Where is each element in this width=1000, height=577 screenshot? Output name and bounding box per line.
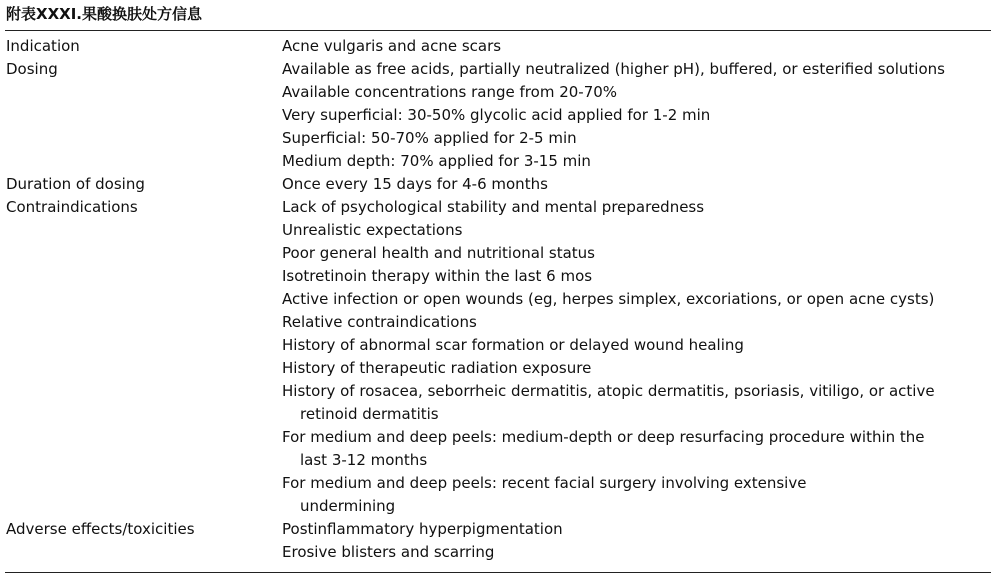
prescribing-info-table bbox=[6, 35, 992, 564]
row-value bbox=[282, 58, 992, 173]
row-label: Duration of dosing bbox=[6, 175, 145, 193]
value-line: Lack of psychological stability and mental preparedness bbox=[282, 198, 705, 216]
table-row-adverse-effects bbox=[6, 518, 992, 564]
table-title: 附表XXXI.果酸换肤处方信息 bbox=[6, 5, 202, 23]
value-line: For medium and deep peels: recent facial surgery involving extensive bbox=[282, 474, 807, 492]
value-line: Postinflammatory hyperpigmentation bbox=[282, 520, 563, 538]
value-line: Very superficial: 30-50% glycolic acid applied for 1-2 min bbox=[282, 106, 711, 124]
value-line: Once every 15 days for 4-6 months bbox=[282, 175, 548, 193]
value-line: History of therapeutic radiation exposure bbox=[282, 359, 592, 377]
row-value bbox=[282, 35, 992, 58]
value-line: History of abnormal scar formation or delayed wound healing bbox=[282, 336, 744, 354]
table-row-duration bbox=[6, 173, 992, 196]
value-line: Active infection or open wounds (eg, herpes simplex, excoriations, or open acne cysts) bbox=[282, 290, 935, 308]
value-line: Acne vulgaris and acne scars bbox=[282, 37, 502, 55]
value-line: For medium and deep peels: medium-depth or deep resurfacing procedure within the bbox=[282, 428, 925, 446]
value-line: Available concentrations range from 20-70% bbox=[282, 83, 618, 101]
value-line: Erosive blisters and scarring bbox=[282, 543, 495, 561]
row-value bbox=[282, 518, 992, 564]
value-line: Medium depth: 70% applied for 3-15 min bbox=[282, 152, 591, 170]
top-rule bbox=[5, 30, 991, 31]
row-label: Adverse effects/toxicities bbox=[6, 520, 195, 538]
table-row-indication bbox=[6, 35, 992, 58]
row-value bbox=[282, 173, 992, 196]
table-row-contraindications bbox=[6, 196, 992, 518]
value-line-continuation: undermining bbox=[300, 497, 396, 515]
value-line: History of rosacea, seborrheic dermatitis, atopic dermatitis, psoriasis, vitiligo, or active bbox=[282, 382, 935, 400]
row-value bbox=[282, 196, 992, 518]
row-label: Indication bbox=[6, 37, 80, 55]
row-label: Dosing bbox=[6, 60, 58, 78]
value-line: Unrealistic expectations bbox=[282, 221, 463, 239]
bottom-rule bbox=[5, 572, 991, 573]
table-row-dosing bbox=[6, 58, 992, 173]
value-line: Isotretinoin therapy within the last 6 mos bbox=[282, 267, 593, 285]
value-line-continuation: last 3-12 months bbox=[300, 451, 428, 469]
row-label: Contraindications bbox=[6, 198, 138, 216]
value-line: Superficial: 50-70% applied for 2-5 min bbox=[282, 129, 577, 147]
value-line: Poor general health and nutritional status bbox=[282, 244, 596, 262]
value-line-continuation: retinoid dermatitis bbox=[300, 405, 439, 423]
value-line: Available as free acids, partially neutralized (higher pH), buffered, or esterified solutions bbox=[282, 60, 945, 78]
value-line: Relative contraindications bbox=[282, 313, 477, 331]
